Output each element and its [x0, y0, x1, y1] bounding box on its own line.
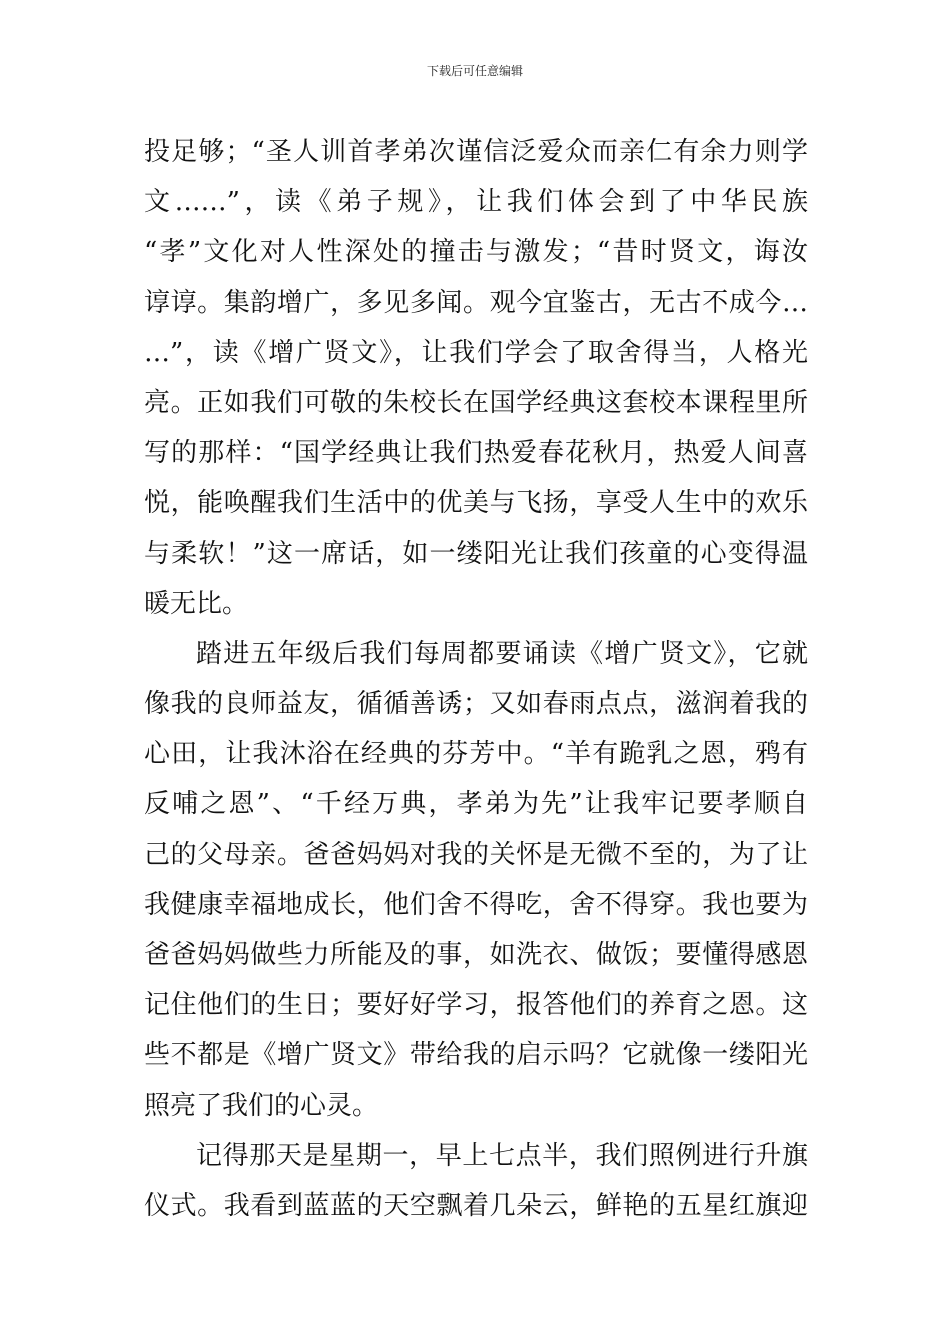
text-line: 记住他们的生日；要好好学习，报答他们的养育之恩。这 — [144, 990, 808, 1021]
text-line: …”，读《增广贤文》，让我们学会了取舍得当，人格光 — [144, 337, 808, 368]
document-body — [144, 127, 808, 1231]
text-line: 心田，让我沐浴在经典的芬芳中。“羊有跪乳之恩，鸦有 — [144, 739, 808, 770]
text-line: 投足够；“圣人训首孝弟次谨信泛爱众而亲仁有余力则学 — [144, 137, 808, 167]
text-line-paragraph-start: 踏进五年级后我们每周都要诵读《增广贤文》，它就 — [196, 638, 808, 669]
text-line-paragraph-end: 暖无比。 — [144, 588, 249, 619]
text-line: 反哺之恩”、“千经万典，孝弟为先”让我牢记要孝顺自 — [144, 789, 808, 820]
text-line: 写的那样：“国学经典让我们热爱春花秋月，热爱人间喜 — [144, 438, 808, 469]
text-line: 与柔软！”这一席话，如一缕阳光让我们孩童的心变得温 — [144, 538, 808, 569]
page-header: 下载后可任意编辑 — [426, 64, 523, 78]
text-line: 己的父母亲。爸爸妈妈对我的关怀是无微不至的，为了让 — [144, 839, 808, 870]
text-line: 仪式。我看到蓝蓝的天空飘着几朵云，鲜艳的五星红旗迎 — [144, 1190, 808, 1221]
text-line: 像我的良师益友，循循善诱；又如春雨点点，滋润着我的 — [144, 689, 808, 720]
text-line-paragraph-end: 照亮了我们的心灵。 — [144, 1090, 379, 1121]
text-line: 亮。正如我们可敬的朱校长在国学经典这套校本课程里所 — [144, 387, 808, 418]
text-line-paragraph-start: 记得那天是星期一，早上七点半，我们照例进行升旗 — [196, 1140, 808, 1171]
text-line: 悦，能唤醒我们生活中的优美与飞扬，享受人生中的欢乐 — [144, 488, 808, 519]
text-line: 爸爸妈妈做些力所能及的事，如洗衣、做饭；要懂得感恩 — [144, 940, 808, 970]
text-line: 文……”，读《弟子规》，让我们体会到了中华民族 — [144, 187, 808, 218]
text-line: 我健康幸福地成长，他们舍不得吃，舍不得穿。我也要为 — [144, 889, 808, 920]
text-line: “孝”文化对人性深处的撞击与激发；“昔时贤文，诲汝 — [144, 237, 808, 268]
text-line: 谆谆。集韵增广，多见多闻。观今宜鉴古，无古不成今… — [144, 287, 808, 318]
text-line: 些不都是《增广贤文》带给我的启示吗？它就像一缕阳光 — [144, 1040, 808, 1071]
